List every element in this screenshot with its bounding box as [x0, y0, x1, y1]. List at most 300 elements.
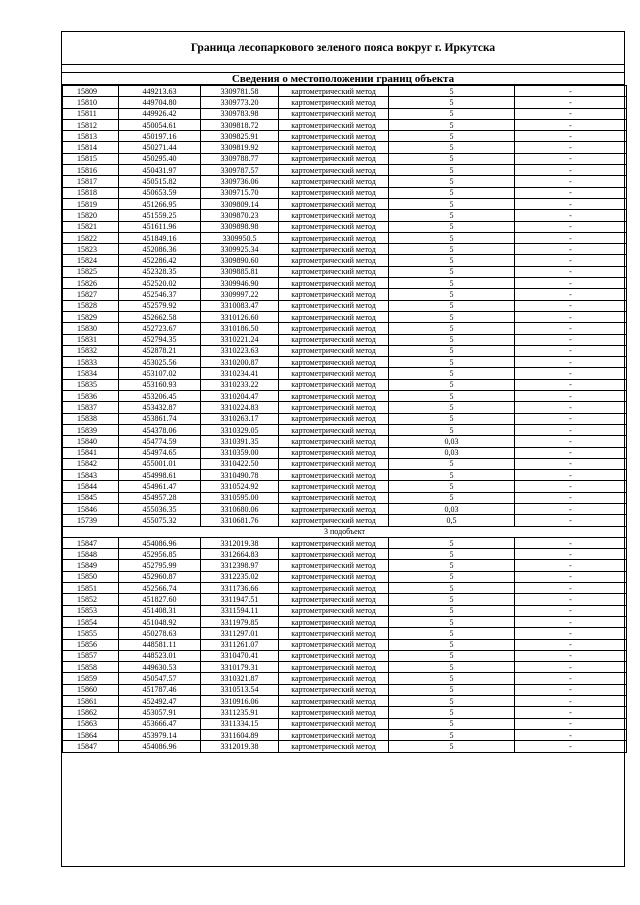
accuracy-cell: 5	[389, 357, 515, 368]
accuracy-cell: 5	[389, 165, 515, 176]
point-number-cell: 15853	[63, 605, 119, 616]
x-coordinate-cell: 451827.60	[119, 594, 201, 605]
y-coordinate-cell: 3309885.81	[201, 266, 279, 277]
accuracy-cell: 5	[389, 571, 515, 582]
point-number-cell: 15847	[63, 537, 119, 548]
point-number-cell: 15815	[63, 153, 119, 164]
note-cell: -	[515, 470, 627, 481]
method-cell: картометрический метод	[279, 402, 389, 413]
method-cell: картометрический метод	[279, 300, 389, 311]
accuracy-cell: 5	[389, 549, 515, 560]
accuracy-cell: 5	[389, 311, 515, 322]
accuracy-cell: 5	[389, 639, 515, 650]
note-cell: -	[515, 368, 627, 379]
method-cell: картометрический метод	[279, 639, 389, 650]
accuracy-cell: 5	[389, 605, 515, 616]
y-coordinate-cell: 3310083.47	[201, 300, 279, 311]
coordinates-table	[62, 85, 627, 753]
table-row	[63, 628, 627, 639]
point-number-cell: 15855	[63, 628, 119, 639]
accuracy-cell: 0,03	[389, 447, 515, 458]
point-number-cell: 15831	[63, 334, 119, 345]
point-number-cell: 15819	[63, 198, 119, 209]
table-row	[63, 470, 627, 481]
y-coordinate-cell: 3312398.97	[201, 560, 279, 571]
note-cell: -	[515, 187, 627, 198]
method-cell: картометрический метод	[279, 605, 389, 616]
accuracy-cell: 5	[389, 696, 515, 707]
point-number-cell: 15820	[63, 210, 119, 221]
table-row	[63, 176, 627, 187]
accuracy-cell: 5	[389, 729, 515, 740]
x-coordinate-cell: 453861.74	[119, 413, 201, 424]
table-row	[63, 696, 627, 707]
method-cell: картометрический метод	[279, 515, 389, 526]
y-coordinate-cell: 3310422.50	[201, 458, 279, 469]
table-row	[63, 718, 627, 729]
y-coordinate-cell: 3310321.87	[201, 673, 279, 684]
note-cell: -	[515, 97, 627, 108]
accuracy-cell: 5	[389, 108, 515, 119]
x-coordinate-cell: 452795.99	[119, 560, 201, 571]
table-row	[63, 232, 627, 243]
point-number-cell: 15811	[63, 108, 119, 119]
x-coordinate-cell: 453107.02	[119, 368, 201, 379]
accuracy-cell: 5	[389, 86, 515, 97]
x-coordinate-cell: 449704.80	[119, 97, 201, 108]
note-cell: -	[515, 436, 627, 447]
x-coordinate-cell: 452520.02	[119, 278, 201, 289]
y-coordinate-cell: 3311979.85	[201, 616, 279, 627]
y-coordinate-cell: 3309925.34	[201, 244, 279, 255]
method-cell: картометрический метод	[279, 447, 389, 458]
note-cell: -	[515, 232, 627, 243]
method-cell: картометрический метод	[279, 549, 389, 560]
point-number-cell: 15851	[63, 583, 119, 594]
accuracy-cell: 5	[389, 334, 515, 345]
y-coordinate-cell: 3309788.77	[201, 153, 279, 164]
method-cell: картометрический метод	[279, 470, 389, 481]
note-cell: -	[515, 673, 627, 684]
point-number-cell: 15839	[63, 424, 119, 435]
note-cell: -	[515, 729, 627, 740]
point-number-cell: 15810	[63, 97, 119, 108]
table-row	[63, 86, 627, 97]
document-frame	[61, 31, 625, 867]
accuracy-cell: 5	[389, 650, 515, 661]
y-coordinate-cell: 3309715.70	[201, 187, 279, 198]
point-number-cell: 15826	[63, 278, 119, 289]
accuracy-cell: 0,03	[389, 503, 515, 514]
x-coordinate-cell: 451611.96	[119, 221, 201, 232]
y-coordinate-cell: 3310234.41	[201, 368, 279, 379]
accuracy-cell: 5	[389, 402, 515, 413]
method-cell: картометрический метод	[279, 210, 389, 221]
table-row	[63, 616, 627, 627]
point-number-cell: 15841	[63, 447, 119, 458]
note-cell: -	[515, 323, 627, 334]
x-coordinate-cell: 450054.61	[119, 119, 201, 130]
table-row	[63, 210, 627, 221]
table-row	[63, 481, 627, 492]
x-coordinate-cell: 453206.45	[119, 391, 201, 402]
accuracy-cell: 5	[389, 300, 515, 311]
table-row	[63, 345, 627, 356]
x-coordinate-cell: 452794.35	[119, 334, 201, 345]
method-cell: картометрический метод	[279, 560, 389, 571]
point-number-cell: 15849	[63, 560, 119, 571]
note-cell: -	[515, 616, 627, 627]
y-coordinate-cell: 3309890.60	[201, 255, 279, 266]
note-cell: -	[515, 289, 627, 300]
point-number-cell: 15856	[63, 639, 119, 650]
note-cell: -	[515, 266, 627, 277]
y-coordinate-cell: 3310233.22	[201, 379, 279, 390]
table-row	[63, 278, 627, 289]
x-coordinate-cell: 449630.53	[119, 662, 201, 673]
y-coordinate-cell: 3310263.17	[201, 413, 279, 424]
table-row	[63, 741, 627, 752]
table-row	[63, 244, 627, 255]
y-coordinate-cell: 3309997.22	[201, 289, 279, 300]
method-cell: картометрический метод	[279, 481, 389, 492]
accuracy-cell: 5	[389, 119, 515, 130]
y-coordinate-cell: 3311947.51	[201, 594, 279, 605]
method-cell: картометрический метод	[279, 616, 389, 627]
method-cell: картометрический метод	[279, 537, 389, 548]
table-row	[63, 108, 627, 119]
accuracy-cell: 5	[389, 583, 515, 594]
point-number-cell: 15828	[63, 300, 119, 311]
x-coordinate-cell: 448523.01	[119, 650, 201, 661]
y-coordinate-cell: 3310126.60	[201, 311, 279, 322]
note-cell: -	[515, 571, 627, 582]
table-row	[63, 560, 627, 571]
y-coordinate-cell: 3311736.66	[201, 583, 279, 594]
accuracy-cell: 5	[389, 345, 515, 356]
method-cell: картометрический метод	[279, 571, 389, 582]
y-coordinate-cell: 3310470.41	[201, 650, 279, 661]
accuracy-cell: 0,5	[389, 515, 515, 526]
document-title: Граница лесопаркового зеленого пояса вокруг г. Иркутска	[62, 32, 624, 65]
note-cell: -	[515, 210, 627, 221]
y-coordinate-cell: 3309898.98	[201, 221, 279, 232]
point-number-cell: 15852	[63, 594, 119, 605]
method-cell: картометрический метод	[279, 323, 389, 334]
accuracy-cell: 5	[389, 707, 515, 718]
point-number-cell: 15854	[63, 616, 119, 627]
note-cell: -	[515, 492, 627, 503]
note-cell: -	[515, 650, 627, 661]
method-cell: картометрический метод	[279, 187, 389, 198]
method-cell: картометрический метод	[279, 741, 389, 752]
note-cell: -	[515, 605, 627, 616]
note-cell: -	[515, 198, 627, 209]
note-cell: -	[515, 639, 627, 650]
point-number-cell: 15739	[63, 515, 119, 526]
accuracy-cell: 5	[389, 131, 515, 142]
y-coordinate-cell: 3310595.00	[201, 492, 279, 503]
x-coordinate-cell: 454774.59	[119, 436, 201, 447]
x-coordinate-cell: 452492.47	[119, 696, 201, 707]
accuracy-cell: 5	[389, 323, 515, 334]
accuracy-cell: 5	[389, 470, 515, 481]
accuracy-cell: 5	[389, 391, 515, 402]
method-cell: картометрический метод	[279, 583, 389, 594]
y-coordinate-cell: 3310223.63	[201, 345, 279, 356]
point-number-cell: 15821	[63, 221, 119, 232]
y-coordinate-cell: 3309946.90	[201, 278, 279, 289]
x-coordinate-cell: 452723.67	[119, 323, 201, 334]
method-cell: картометрический метод	[279, 221, 389, 232]
table-row	[63, 515, 627, 526]
method-cell: картометрический метод	[279, 289, 389, 300]
table-row	[63, 571, 627, 582]
method-cell: картометрический метод	[279, 424, 389, 435]
note-cell: -	[515, 662, 627, 673]
table-row	[63, 503, 627, 514]
note-cell: -	[515, 142, 627, 153]
method-cell: картометрический метод	[279, 131, 389, 142]
point-number-cell: 15835	[63, 379, 119, 390]
note-cell: -	[515, 300, 627, 311]
y-coordinate-cell: 3310186.50	[201, 323, 279, 334]
y-coordinate-cell: 3309950.5	[201, 232, 279, 243]
table-row	[63, 458, 627, 469]
x-coordinate-cell: 448581.11	[119, 639, 201, 650]
x-coordinate-cell: 451787.46	[119, 684, 201, 695]
point-number-cell: 15847	[63, 741, 119, 752]
accuracy-cell: 5	[389, 244, 515, 255]
method-cell: картометрический метод	[279, 696, 389, 707]
table-row	[63, 605, 627, 616]
x-coordinate-cell: 450295.40	[119, 153, 201, 164]
note-cell: -	[515, 537, 627, 548]
table-row	[63, 537, 627, 548]
accuracy-cell: 5	[389, 198, 515, 209]
table-row	[63, 97, 627, 108]
method-cell: картометрический метод	[279, 503, 389, 514]
y-coordinate-cell: 3311235.91	[201, 707, 279, 718]
note-cell: -	[515, 447, 627, 458]
table-row	[63, 639, 627, 650]
note-cell: -	[515, 402, 627, 413]
y-coordinate-cell: 3310391.35	[201, 436, 279, 447]
accuracy-cell: 5	[389, 97, 515, 108]
method-cell: картометрический метод	[279, 198, 389, 209]
note-cell: -	[515, 515, 627, 526]
x-coordinate-cell: 450515.82	[119, 176, 201, 187]
table-row	[63, 289, 627, 300]
note-cell: -	[515, 424, 627, 435]
point-number-cell: 15842	[63, 458, 119, 469]
x-coordinate-cell: 454974.65	[119, 447, 201, 458]
accuracy-cell: 5	[389, 278, 515, 289]
x-coordinate-cell: 449213.63	[119, 86, 201, 97]
y-coordinate-cell: 3312664.83	[201, 549, 279, 560]
y-coordinate-cell: 3311261.07	[201, 639, 279, 650]
note-cell: -	[515, 481, 627, 492]
table-row	[63, 255, 627, 266]
point-number-cell: 15829	[63, 311, 119, 322]
note-cell: -	[515, 244, 627, 255]
method-cell: картометрический метод	[279, 594, 389, 605]
method-cell: картометрический метод	[279, 684, 389, 695]
table-row	[63, 650, 627, 661]
point-number-cell: 15836	[63, 391, 119, 402]
x-coordinate-cell: 451849.16	[119, 232, 201, 243]
x-coordinate-cell: 450278.63	[119, 628, 201, 639]
accuracy-cell: 5	[389, 481, 515, 492]
x-coordinate-cell: 453025.56	[119, 357, 201, 368]
x-coordinate-cell: 455036.35	[119, 503, 201, 514]
y-coordinate-cell: 3309870.23	[201, 210, 279, 221]
x-coordinate-cell: 454086.96	[119, 741, 201, 752]
x-coordinate-cell: 450197.16	[119, 131, 201, 142]
method-cell: картометрический метод	[279, 650, 389, 661]
accuracy-cell: 5	[389, 492, 515, 503]
point-number-cell: 15814	[63, 142, 119, 153]
accuracy-cell: 5	[389, 684, 515, 695]
method-cell: картометрический метод	[279, 368, 389, 379]
accuracy-cell: 5	[389, 153, 515, 164]
table-row	[63, 424, 627, 435]
x-coordinate-cell: 450547.57	[119, 673, 201, 684]
note-cell: -	[515, 684, 627, 695]
point-number-cell: 15822	[63, 232, 119, 243]
note-cell: -	[515, 131, 627, 142]
table-row	[63, 379, 627, 390]
note-cell: -	[515, 165, 627, 176]
method-cell: картометрический метод	[279, 729, 389, 740]
point-number-cell: 15845	[63, 492, 119, 503]
y-coordinate-cell: 3310680.06	[201, 503, 279, 514]
method-cell: картометрический метод	[279, 379, 389, 390]
x-coordinate-cell: 454378.06	[119, 424, 201, 435]
accuracy-cell: 5	[389, 210, 515, 221]
accuracy-cell: 5	[389, 289, 515, 300]
method-cell: картометрический метод	[279, 142, 389, 153]
table-row	[63, 436, 627, 447]
point-number-cell: 15840	[63, 436, 119, 447]
note-cell: -	[515, 278, 627, 289]
point-number-cell: 15850	[63, 571, 119, 582]
point-number-cell: 15863	[63, 718, 119, 729]
x-coordinate-cell: 454086.96	[119, 537, 201, 548]
note-cell: -	[515, 458, 627, 469]
accuracy-cell: 5	[389, 187, 515, 198]
y-coordinate-cell: 3309773.20	[201, 97, 279, 108]
x-coordinate-cell: 455001.01	[119, 458, 201, 469]
subobject-label: 3 подобъект	[63, 526, 627, 537]
point-number-cell: 15823	[63, 244, 119, 255]
note-cell: -	[515, 176, 627, 187]
method-cell: картометрический метод	[279, 391, 389, 402]
table-row	[63, 729, 627, 740]
point-number-cell: 15860	[63, 684, 119, 695]
accuracy-cell: 5	[389, 368, 515, 379]
table-row	[63, 198, 627, 209]
x-coordinate-cell: 452960.87	[119, 571, 201, 582]
method-cell: картометрический метод	[279, 311, 389, 322]
y-coordinate-cell: 3309819.92	[201, 142, 279, 153]
note-cell: -	[515, 696, 627, 707]
y-coordinate-cell: 3309825.91	[201, 131, 279, 142]
y-coordinate-cell: 3310513.54	[201, 684, 279, 695]
y-coordinate-cell: 3310359.00	[201, 447, 279, 458]
point-number-cell: 15812	[63, 119, 119, 130]
method-cell: картометрический метод	[279, 232, 389, 243]
table-row	[63, 391, 627, 402]
point-number-cell: 15834	[63, 368, 119, 379]
y-coordinate-cell: 3310204.47	[201, 391, 279, 402]
accuracy-cell: 5	[389, 458, 515, 469]
point-number-cell: 15809	[63, 86, 119, 97]
x-coordinate-cell: 453666.47	[119, 718, 201, 729]
note-cell: -	[515, 255, 627, 266]
method-cell: картометрический метод	[279, 334, 389, 345]
table-row	[63, 131, 627, 142]
table-row	[63, 266, 627, 277]
point-number-cell: 15833	[63, 357, 119, 368]
table-row	[63, 300, 627, 311]
accuracy-cell: 5	[389, 616, 515, 627]
method-cell: картометрический метод	[279, 707, 389, 718]
x-coordinate-cell: 450653.59	[119, 187, 201, 198]
accuracy-cell: 5	[389, 628, 515, 639]
point-number-cell: 15825	[63, 266, 119, 277]
y-coordinate-cell: 3310490.78	[201, 470, 279, 481]
point-number-cell: 15861	[63, 696, 119, 707]
note-cell: -	[515, 560, 627, 571]
subobject-row	[63, 526, 627, 537]
y-coordinate-cell: 3312235.02	[201, 571, 279, 582]
note-cell: -	[515, 334, 627, 345]
method-cell: картометрический метод	[279, 458, 389, 469]
x-coordinate-cell: 451266.95	[119, 198, 201, 209]
x-coordinate-cell: 452086.36	[119, 244, 201, 255]
note-cell: -	[515, 707, 627, 718]
accuracy-cell: 5	[389, 673, 515, 684]
x-coordinate-cell: 454998.61	[119, 470, 201, 481]
point-number-cell: 15817	[63, 176, 119, 187]
note-cell: -	[515, 628, 627, 639]
method-cell: картометрический метод	[279, 673, 389, 684]
table-row	[63, 707, 627, 718]
table-row	[63, 311, 627, 322]
accuracy-cell: 5	[389, 255, 515, 266]
note-cell: -	[515, 391, 627, 402]
note-cell: -	[515, 311, 627, 322]
section-heading: Сведения о местоположении границ объекта	[62, 73, 624, 85]
note-cell: -	[515, 549, 627, 560]
x-coordinate-cell: 451559.25	[119, 210, 201, 221]
method-cell: картометрический метод	[279, 176, 389, 187]
point-number-cell: 15862	[63, 707, 119, 718]
point-number-cell: 15846	[63, 503, 119, 514]
y-coordinate-cell: 3309736.06	[201, 176, 279, 187]
table-row	[63, 673, 627, 684]
method-cell: картометрический метод	[279, 119, 389, 130]
y-coordinate-cell: 3309818.72	[201, 119, 279, 130]
table-row	[63, 368, 627, 379]
x-coordinate-cell: 452956.85	[119, 549, 201, 560]
accuracy-cell: 5	[389, 232, 515, 243]
point-number-cell: 15859	[63, 673, 119, 684]
accuracy-cell: 5	[389, 413, 515, 424]
y-coordinate-cell: 3311297.01	[201, 628, 279, 639]
x-coordinate-cell: 452286.42	[119, 255, 201, 266]
